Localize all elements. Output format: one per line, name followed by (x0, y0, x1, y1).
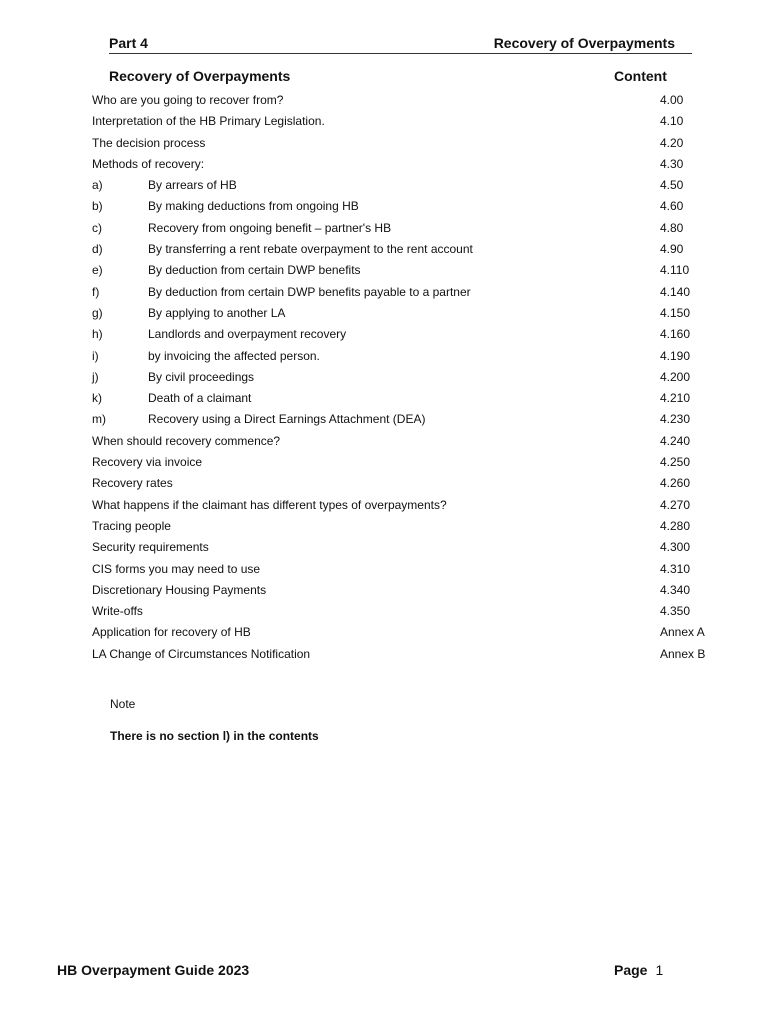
toc-item-ref: 4.310 (660, 561, 691, 576)
toc-item-title: The decision process (92, 135, 206, 150)
toc-item-title: Interpretation of the HB Primary Legislation. (92, 114, 325, 129)
toc-row (92, 601, 722, 622)
toc-row (92, 303, 722, 324)
toc-item-title: What happens if the claimant has different types of overpayments? (92, 497, 447, 512)
toc-item-title: By deduction from certain DWP benefits (148, 263, 361, 278)
page-label: Page (614, 962, 648, 978)
toc-row (92, 367, 722, 388)
toc-row (92, 196, 722, 217)
toc-row (92, 409, 722, 430)
toc-row (92, 388, 722, 409)
toc-item-title: By applying to another LA (148, 305, 286, 320)
toc-item-letter: b) (92, 199, 103, 214)
toc-item-title: When should recovery commence? (92, 433, 281, 448)
toc-item-letter: e) (92, 263, 103, 278)
toc-row (92, 324, 722, 345)
note-label: Note (110, 697, 136, 711)
toc-item-title: by invoicing the affected person. (148, 348, 320, 363)
toc-item-title: By making deductions from ongoing HB (148, 199, 359, 214)
toc-row (92, 580, 722, 601)
toc-row (92, 495, 722, 516)
toc-item-ref: 4.340 (660, 582, 691, 597)
table-of-contents (92, 90, 722, 665)
toc-item-title: By arrears of HB (148, 178, 237, 193)
toc-row (92, 537, 722, 558)
toc-item-letter: g) (92, 305, 103, 320)
toc-item-ref: 4.190 (660, 348, 691, 363)
toc-item-ref: 4.250 (660, 455, 691, 470)
toc-item-title: Write-offs (92, 604, 143, 619)
toc-row (92, 452, 722, 473)
toc-item-title: By civil proceedings (148, 369, 255, 384)
toc-item-title: By deduction from certain DWP benefits payable to a partner (148, 284, 471, 299)
toc-item-letter: d) (92, 242, 103, 257)
toc-item-letter: j) (92, 369, 99, 384)
contents-heading: Recovery of Overpayments (109, 68, 291, 84)
toc-item-ref: 4.270 (660, 497, 691, 512)
toc-item-letter: i) (92, 348, 99, 363)
toc-row (92, 90, 722, 111)
toc-item-title: Landlords and overpayment recovery (148, 327, 347, 342)
toc-item-ref: 4.300 (660, 540, 691, 555)
toc-item-title: Who are you going to recover from? (92, 93, 284, 107)
toc-row (92, 111, 722, 132)
toc-row (92, 516, 722, 537)
toc-item-ref: Annex B (660, 646, 706, 661)
toc-item-title: Discretionary Housing Payments (92, 582, 267, 597)
toc-item-title: Tracing people (92, 518, 171, 533)
toc-item-title: Application for recovery of HB (92, 625, 251, 640)
toc-row (92, 473, 722, 494)
toc-row (92, 133, 722, 154)
toc-item-letter: h) (92, 327, 103, 342)
toc-row (92, 644, 722, 665)
toc-item-title: Methods of recovery: (92, 156, 205, 171)
toc-item-ref: 4.30 (660, 156, 684, 171)
toc-item-title: Death of a claimant (148, 391, 252, 406)
page-number: 1 (655, 962, 664, 978)
toc-item-ref: 4.350 (660, 604, 691, 619)
toc-row (92, 559, 722, 580)
toc-item-title: Recovery using a Direct Earnings Attachment (DEA) (148, 412, 426, 427)
part-label: Part 4 (109, 35, 148, 51)
toc-item-title: By transferring a rent rebate overpayment to the rent account (148, 242, 473, 257)
section-title: Recovery of Overpayments (493, 35, 675, 51)
toc-item-ref: 4.10 (660, 114, 684, 129)
toc-item-title: Recovery rates (92, 476, 173, 491)
toc-item-ref: Annex A (660, 625, 705, 640)
toc-item-ref: 4.210 (660, 391, 691, 406)
toc-item-ref: 4.00 (660, 93, 684, 107)
toc-item-ref: 4.80 (660, 220, 684, 235)
toc-row (92, 431, 722, 452)
toc-item-ref: 4.160 (660, 327, 691, 342)
toc-item-ref: 4.90 (660, 242, 684, 257)
toc-item-letter: m) (92, 412, 106, 427)
toc-item-letter: f) (92, 284, 100, 299)
content-column-heading: Content (614, 68, 667, 84)
toc-item-ref: 4.110 (660, 263, 690, 278)
toc-item-letter: a) (92, 178, 103, 193)
toc-row (92, 346, 722, 367)
toc-row (92, 175, 722, 196)
toc-item-title: Recovery via invoice (92, 455, 203, 470)
toc-item-ref: 4.50 (660, 178, 684, 193)
toc-item-ref: 4.230 (660, 412, 691, 427)
toc-item-ref: 4.240 (660, 433, 691, 448)
toc-row (92, 282, 722, 303)
page-header (109, 33, 692, 54)
toc-row (92, 154, 722, 175)
toc-row (92, 239, 722, 260)
toc-item-title: CIS forms you may need to use (92, 561, 261, 576)
toc-item-title: Recovery from ongoing benefit – partner's HB (148, 220, 392, 235)
toc-item-ref: 4.20 (660, 135, 684, 150)
toc-item-ref: 4.150 (660, 305, 691, 320)
page-number-block (614, 962, 663, 978)
toc-item-title: LA Change of Circumstances Notification (92, 646, 311, 661)
toc-row (92, 260, 722, 281)
toc-item-ref: 4.140 (660, 284, 691, 299)
footer-title: HB Overpayment Guide 2023 (57, 962, 250, 978)
toc-row (92, 218, 722, 239)
toc-item-ref: 4.280 (660, 518, 691, 533)
toc-item-ref: 4.60 (660, 199, 684, 214)
toc-item-ref: 4.260 (660, 476, 691, 491)
note-text: There is no section l) in the contents (110, 729, 319, 743)
toc-item-title: Security requirements (92, 540, 209, 555)
toc-item-ref: 4.200 (660, 369, 691, 384)
toc-item-letter: k) (92, 391, 102, 406)
toc-row (92, 622, 722, 643)
toc-item-letter: c) (92, 220, 102, 235)
